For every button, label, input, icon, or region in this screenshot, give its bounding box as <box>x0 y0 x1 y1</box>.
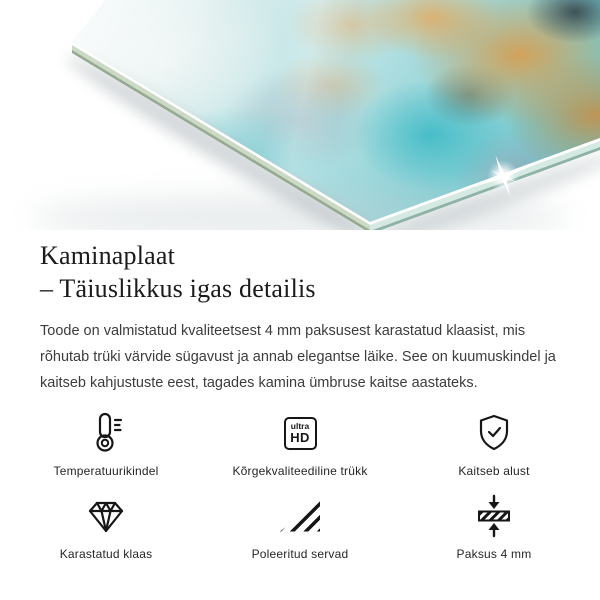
feature-label: Temperatuurikindel <box>53 464 159 478</box>
feature-grid <box>9 409 591 561</box>
feature-label: Kõrgekvaliteediline trükk <box>232 464 368 478</box>
feature-item-print-quality <box>203 409 397 478</box>
feature-item-tempered-glass <box>9 492 203 561</box>
title-line-1: Kaminaplaat <box>40 241 176 270</box>
feature-label: Paksus 4 mm <box>456 547 532 561</box>
content-area <box>0 239 600 396</box>
page-title <box>40 239 560 305</box>
shield-check-icon <box>474 409 514 457</box>
thermometer-icon <box>86 409 126 457</box>
feature-label: Karastatud klaas <box>59 547 153 561</box>
glass-edge-and-sparkle <box>0 0 600 230</box>
ultra-hd-icon <box>284 409 317 457</box>
feature-item-thickness <box>397 492 591 561</box>
product-description: Toode on valmistatud kvaliteetsest 4 mm paksusest karastatud klaasist, mis rõhutab trüki värvide sügavust ja annab elegantse läike. See on kuumuskindel ja kaitseb kahjustuste eest, tagades kamina ümbruse kaitse aastateks. <box>40 323 556 391</box>
feature-label: Poleeritud servad <box>251 547 349 561</box>
feature-label: Kaitseb alust <box>458 464 530 478</box>
thickness-icon <box>472 492 516 540</box>
product-photo <box>0 0 600 230</box>
ultra-hd-icon-text-top: ultra <box>290 421 310 431</box>
feature-item-protects-base <box>397 409 591 478</box>
ultra-hd-icon-text-bottom: HD <box>290 430 310 445</box>
feature-item-polished-edges <box>203 492 397 561</box>
polished-edges-icon <box>280 492 320 540</box>
feature-item-temperature <box>9 409 203 478</box>
diamond-icon <box>85 492 127 540</box>
title-line-2: – Täiuslikkus igas detailis <box>40 274 316 303</box>
